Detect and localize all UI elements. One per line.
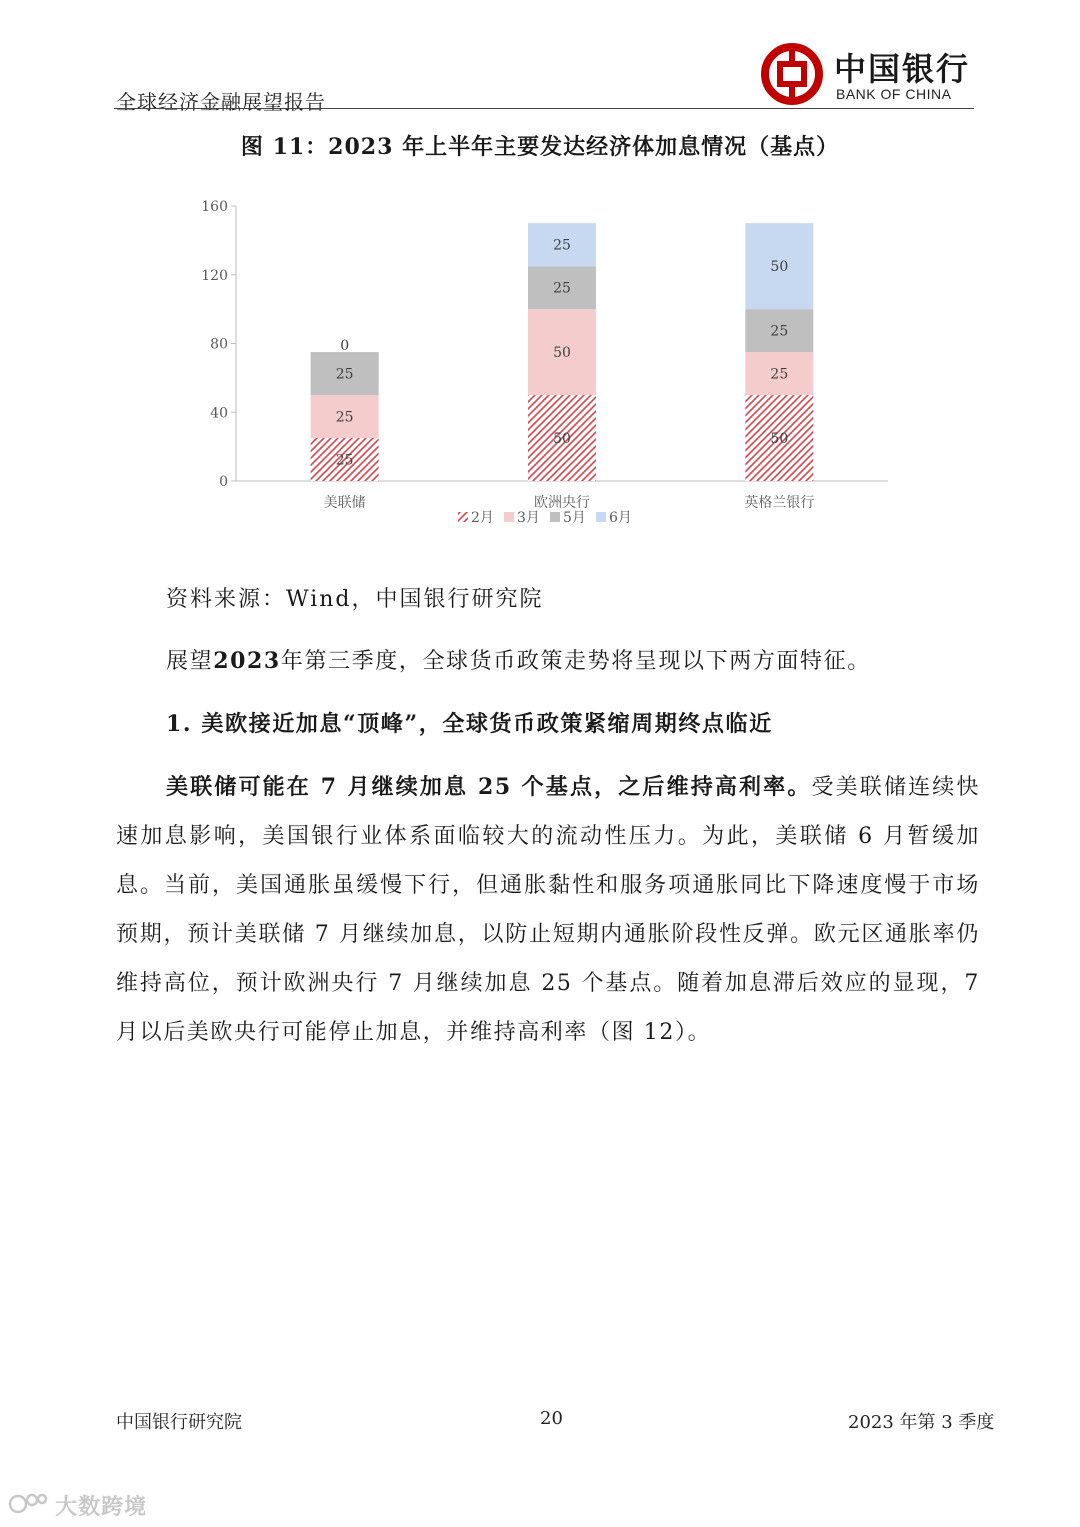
y-tick-label: 80 xyxy=(210,336,228,353)
data-label: 50 xyxy=(553,345,571,362)
data-label: 25 xyxy=(770,323,789,340)
logo-chinese-name: 中国银行 xyxy=(834,50,971,88)
y-tick-label: 120 xyxy=(201,267,228,284)
data-label: 50 xyxy=(770,431,789,448)
report-title: 全球经济金融展望报告 xyxy=(116,90,326,114)
data-label: 0 xyxy=(340,338,350,355)
footer-org: 中国银行研究院 xyxy=(116,1412,242,1433)
legend-label: 2月 xyxy=(471,510,494,526)
watermark xyxy=(8,1490,147,1521)
data-label: 25 xyxy=(335,409,354,426)
y-tick-label: 40 xyxy=(210,405,228,422)
category-label: 英格兰银行 xyxy=(744,495,815,511)
legend-label: 3月 xyxy=(517,510,540,526)
data-label: 25 xyxy=(553,280,571,297)
data-label: 50 xyxy=(553,431,571,448)
legend-swatch xyxy=(596,512,606,522)
y-tick-label: 0 xyxy=(219,474,228,490)
boc-logo-icon xyxy=(760,42,824,106)
legend-label: 5月 xyxy=(563,510,586,526)
data-label: 50 xyxy=(770,259,789,276)
lead-year: 2023 xyxy=(213,648,281,674)
header-divider xyxy=(114,108,974,109)
body-bold-lead: 美联储可能在 7 月继续加息 25 个基点，之后维持高利率。 xyxy=(166,774,812,800)
stacked-bar-chart xyxy=(180,190,900,540)
legend-swatch xyxy=(458,512,468,522)
lead-rest: 年第三季度，全球货币政策走势将呈现以下两方面特征。 xyxy=(280,649,871,674)
y-tick-label: 160 xyxy=(201,199,228,215)
data-source: 资料来源：Wind，中国银行研究院 xyxy=(166,587,544,612)
watermark-text: 大数跨境 xyxy=(55,1494,148,1519)
data-label: 25 xyxy=(335,366,354,383)
body-text: 受美联储连续快速加息影响，美国银行业体系面临较大的流动性压力。为此，美联储 6 月暂缓加息。当前，美国通胀虽缓慢下行，但通胀黏性和服务项通胀同比下降速度慢于市场预期，预计美联储 7 月继续加息，以防止短期内通胀阶段性反弹。欧元区通胀率仍维持高位，预计欧洲央行 7 月继续加息 25 个基点。随着加息滞后效应的显现，7 月以后美欧央行可能停止加息，并维持高利率（图 12）。 xyxy=(116,775,981,1045)
footer-period: 2023 年第 3 季度 xyxy=(848,1412,995,1433)
logo-english-name: BANK OF CHINA xyxy=(836,86,952,102)
outlook-intro xyxy=(166,637,980,686)
data-label: 25 xyxy=(553,237,571,254)
legend-label: 6月 xyxy=(609,510,632,526)
legend-swatch xyxy=(504,512,514,522)
category-label: 美联储 xyxy=(323,495,366,511)
body-paragraph xyxy=(116,763,980,1057)
data-label: 25 xyxy=(335,452,354,469)
legend-swatch xyxy=(550,512,560,522)
category-label: 欧洲央行 xyxy=(534,495,590,511)
data-label: 25 xyxy=(770,366,789,383)
section-heading: 1. 美欧接近加息“顶峰”，全球货币政策紧缩周期终点临近 xyxy=(166,711,773,737)
watermark-logo-icon xyxy=(8,1492,48,1514)
lead-prefix: 展望 xyxy=(166,649,214,674)
figure-title: 图 11：2023 年上半年主要发达经济体加息情况（基点） xyxy=(240,134,840,160)
bank-logo xyxy=(760,42,974,106)
page-number: 20 xyxy=(540,1408,563,1429)
